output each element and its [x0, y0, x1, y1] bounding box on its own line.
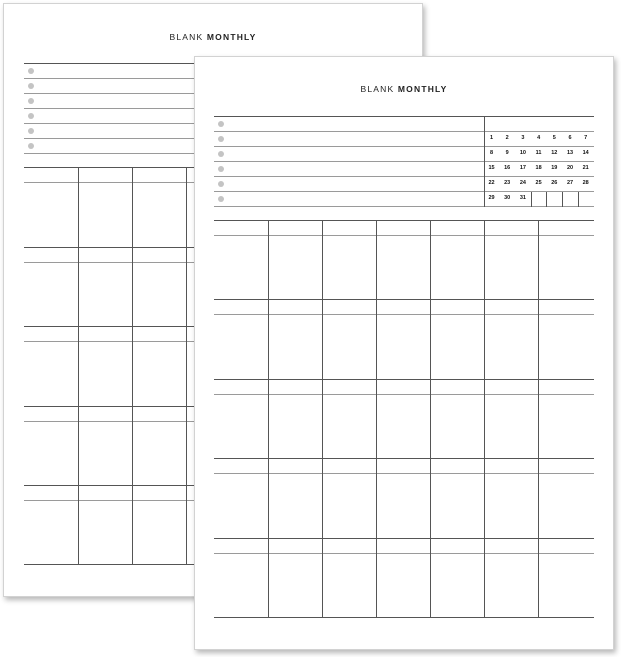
day-column-divider [132, 167, 133, 564]
calendar-day: 2 [505, 134, 509, 141]
calendar-day: 21 [582, 164, 589, 171]
week-rule [214, 458, 594, 459]
calendar-day: 18 [535, 164, 542, 171]
calendar-day: 4 [537, 134, 541, 141]
day-column-divider [78, 167, 79, 564]
day-column-divider [322, 220, 323, 617]
calendar-day: 3 [521, 134, 525, 141]
bullet-dot [218, 166, 224, 172]
week-rule [214, 379, 594, 380]
notes-top-rule [214, 116, 594, 117]
calendar-day: 23 [504, 179, 511, 186]
note-line [214, 131, 594, 132]
date-header-rule [214, 473, 594, 474]
note-line [214, 146, 594, 147]
note-line [214, 176, 594, 177]
week-rule [214, 220, 594, 221]
calendar-day: 11 [535, 149, 542, 156]
page-title [4, 32, 422, 42]
calendar-day: 9 [505, 149, 509, 156]
day-column-divider [268, 220, 269, 617]
bullet-dot [218, 181, 224, 187]
calendar-day: 31 [519, 194, 526, 201]
calendar-day: 14 [582, 149, 589, 156]
calendar-day: 13 [566, 149, 574, 156]
calendar-cell-divider [578, 192, 579, 207]
calendar-day: 1 [489, 134, 494, 141]
calendar-day: 30 [504, 194, 511, 201]
calendar-day: 29 [488, 194, 495, 201]
bullet-dot [28, 143, 34, 149]
calendar-cell-divider [562, 192, 563, 207]
bullet-dot [28, 68, 34, 74]
calendar-day: 16 [504, 164, 511, 171]
bullet-dot [218, 151, 224, 157]
date-header-rule [214, 553, 594, 554]
day-column-divider [186, 167, 187, 564]
calendar-day: 27 [566, 179, 574, 186]
day-column-divider [538, 220, 539, 617]
calendar-day: 28 [582, 179, 589, 186]
day-column-divider [430, 220, 431, 617]
calendar-cell-divider [546, 192, 547, 207]
calendar-day: 8 [489, 149, 494, 156]
calendar-day: 10 [519, 149, 526, 156]
calendar-day: 25 [535, 179, 542, 186]
date-header-rule [214, 394, 594, 395]
bullet-dot [28, 98, 34, 104]
note-line [214, 191, 594, 192]
day-column-divider [376, 220, 377, 617]
bullet-dot [28, 113, 34, 119]
date-header-rule [214, 314, 594, 315]
week-rule [214, 538, 594, 539]
calendar-day: 22 [488, 179, 495, 186]
calendar-day: 15 [488, 164, 495, 171]
calendar-day: 6 [568, 134, 572, 141]
calendar-day: 24 [519, 179, 526, 186]
title-word-blank: BLANK [169, 32, 204, 42]
calendar-day: 5 [552, 134, 556, 141]
note-line [214, 161, 594, 162]
front-planner-page [194, 56, 614, 650]
note-line [214, 206, 594, 207]
page-title [195, 84, 613, 94]
calendar-day: 12 [551, 149, 558, 156]
bullet-dot [218, 121, 224, 127]
bullet-dot [218, 196, 224, 202]
grid-bottom-rule [214, 617, 594, 618]
week-rule [214, 299, 594, 300]
title-word-monthly: MONTHLY [397, 84, 448, 94]
title-word-blank: BLANK [360, 84, 395, 94]
bullet-dot [28, 128, 34, 134]
calendar-day: 19 [551, 164, 558, 171]
calendar-day: 20 [566, 164, 574, 171]
calendar-day: 7 [584, 134, 588, 141]
calendar-cell-divider [531, 192, 532, 207]
bullet-dot [28, 83, 34, 89]
bullet-dot [218, 136, 224, 142]
day-column-divider [484, 220, 485, 617]
calendar-divider [484, 116, 485, 207]
calendar-day: 26 [551, 179, 558, 186]
calendar-day: 17 [519, 164, 526, 171]
title-word-monthly: MONTHLY [206, 32, 257, 42]
date-header-rule [214, 235, 594, 236]
